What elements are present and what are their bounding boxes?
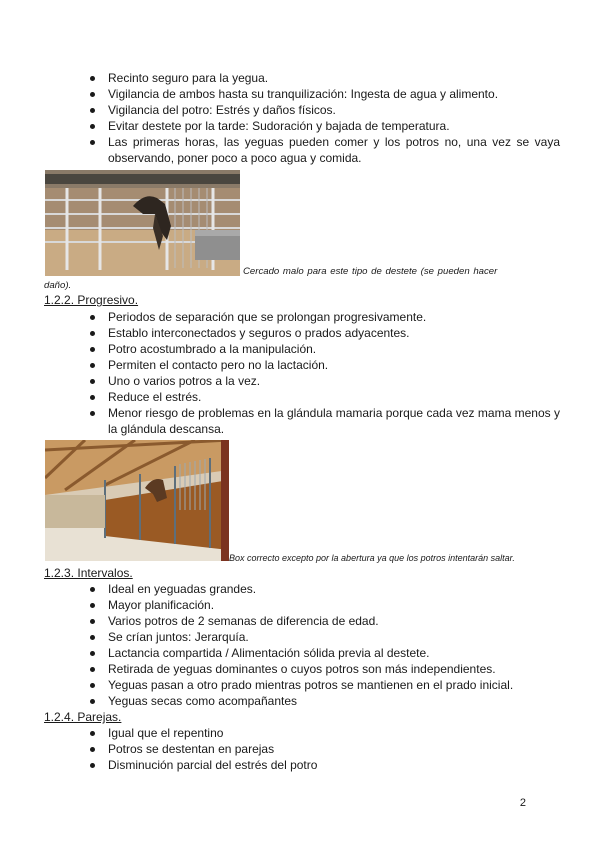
fence-photo-caption: Cercado malo para este tipo de destete (se pueden hacer [243,266,498,277]
repentino-bullet-list [86,70,560,166]
list-item: Ideal en yeguadas grandes. [86,581,560,597]
list-item: Reduce el estrés. [86,389,560,405]
list-item: Periodos de separación que se prolongan progresivamente. [86,309,560,325]
parejas-bullet-list [86,725,560,773]
list-item: Yeguas pasan a otro prado mientras potros se mantienen en el prado inicial. [86,677,560,693]
page-number: 2 [519,797,526,809]
list-item: Vigilancia de ambos hasta su tranquilización: Ingesta de agua y alimento. [86,86,560,102]
list-item: Se crían juntos: Jerarquía. [86,629,560,645]
stable-photo-caption: Box correcto excepto por la abertura ya que los potros intentarán saltar. [229,553,515,563]
list-item: Mayor planificación. [86,597,560,613]
list-item: Vigilancia del potro: Estrés y daños físicos. [86,102,560,118]
list-item: Menor riesgo de problemas en la glándula mamaria porque cada vez mama menos y la glándula descansa. [86,405,560,437]
fence-photo-caption-continued: daño). [44,280,72,291]
list-item: Igual que el repentino [86,725,560,741]
list-item: Disminución parcial del estrés del potro [86,757,560,773]
list-item: Recinto seguro para la yegua. [86,70,560,86]
list-item: Varios potros de 2 semanas de diferencia de edad. [86,613,560,629]
list-item: Potro acostumbrado a la manipulación. [86,341,560,357]
intervalos-bullet-list [86,581,560,709]
section-heading-progresivo: 1.2.2. Progresivo. [44,293,139,307]
horse-fence-image [45,170,240,276]
list-item: Las primeras horas, las yeguas pueden comer y los potros no, una vez se vaya observando, poner poco a poco agua y comida. [86,134,560,166]
list-item: Retirada de yeguas dominantes o cuyos potros son más independientes. [86,661,560,677]
fence-photo [45,170,240,276]
list-item: Potros se destentan en parejas [86,741,560,757]
section-heading-intervalos: 1.2.3. Intervalos. [44,566,133,580]
progresivo-bullet-list [86,309,560,437]
list-item: Permiten el contacto pero no la lactación. [86,357,560,373]
list-item: Evitar destete por la tarde: Sudoración y bajada de temperatura. [86,118,560,134]
section-heading-parejas: 1.2.4. Parejas. [44,710,122,724]
list-item: Establo interconectados y seguros o prados adyacentes. [86,325,560,341]
stable-photo [45,440,229,561]
list-item: Yeguas secas como acompañantes [86,693,560,709]
horse-stable-image [45,440,229,561]
list-item: Lactancia compartida / Alimentación sólida previa al destete. [86,645,560,661]
list-item: Uno o varios potros a la vez. [86,373,560,389]
